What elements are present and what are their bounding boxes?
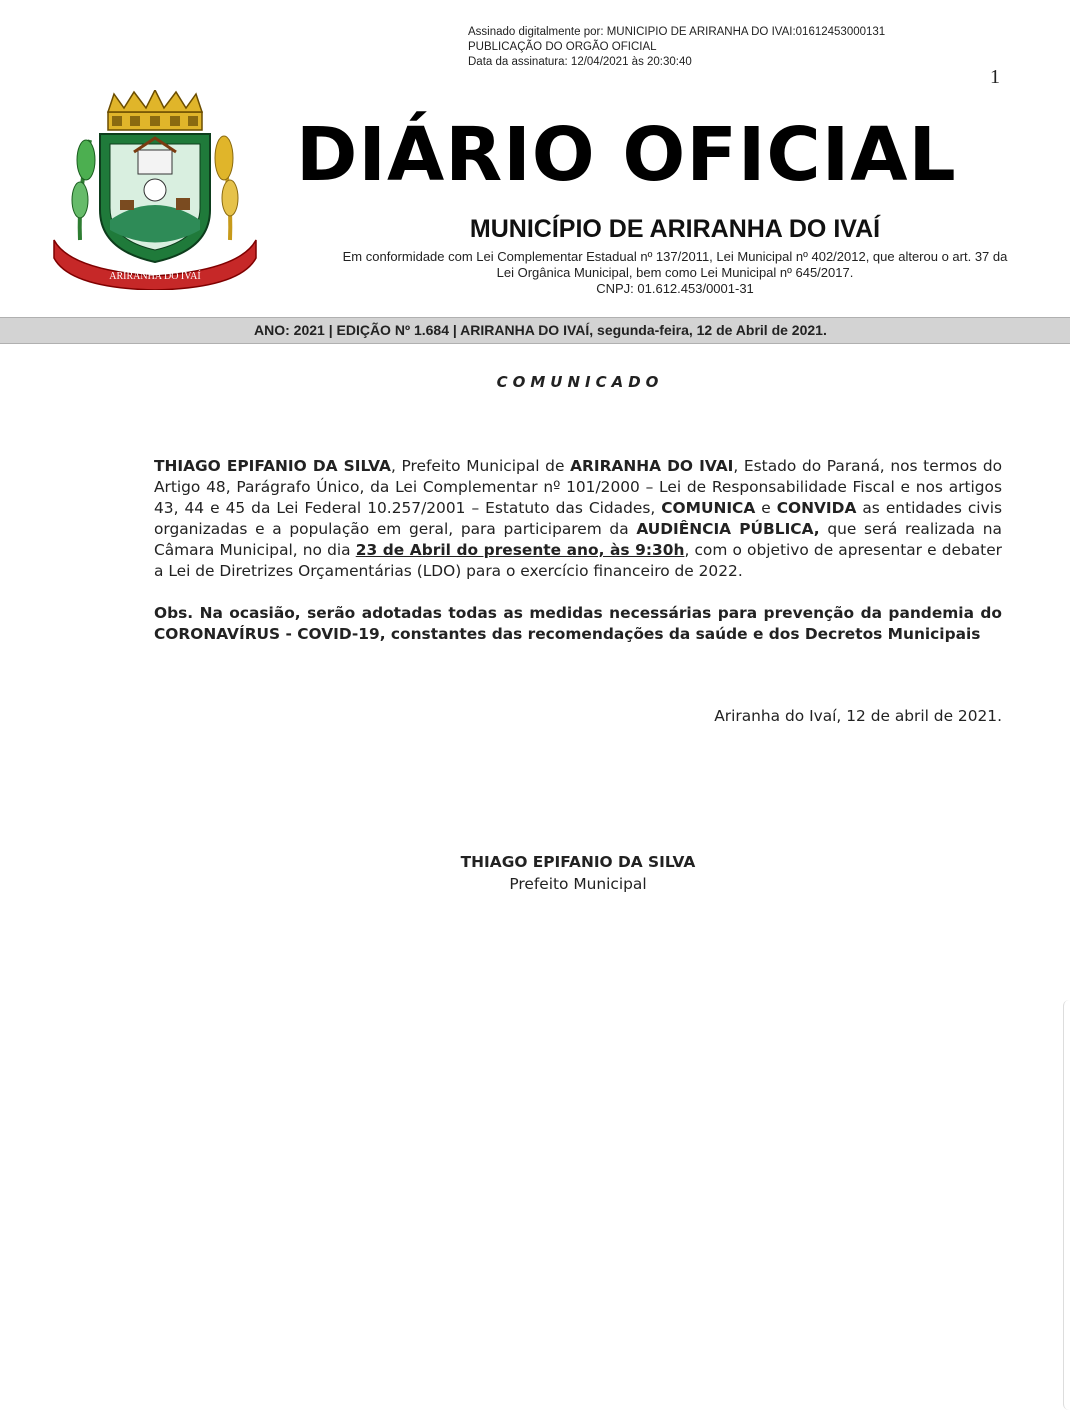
notice-body: THIAGO EPIFANIO DA SILVA, Prefeito Municipal de ARIRANHA DO IVAI, Estado do Paraná, nos termos do Artigo 48, Parágrafo Único, da Lei Complementar nº 101/2000 – Lei de Responsabilidade Fiscal e nos artigos 43, 44 e 45 da Lei Federal 10.257/2001 – Estatuto das Cidades, COMUNICA e CONVIDA as entidades civis organizadas e a população em geral, para participarem da AUDIÊNCIA PÚBLICA, que será realizada na Câmara Municipal, no dia 23 de Abril do presente ano, às 9:30h, com o objetivo de apresentar e debater a Lei de Diretrizes Orçamentárias (LDO) para o exercício financeiro de 2022. [154,457,1003,580]
signature-date: Data da assinatura: 12/04/2021 às 20:30:40 [468,56,692,68]
signer-role: Prefeito Municipal [509,875,647,893]
wheat-icon [215,136,238,240]
edition-info: ANO: 2021 | EDIÇÃO Nº 1.684 | ARIRANHA DO IVAÍ, segunda-feira, 12 de Abril de 2021. [254,322,827,338]
digital-signature-block [468,25,885,70]
municipality-name: MUNICÍPIO DE ARIRANHA DO IVAÍ [469,215,881,243]
place-and-date: Ariranha do Ivaí, 12 de abril de 2021. [714,707,1002,725]
corn-stalk-icon [72,140,95,240]
signature-signer: Assinado digitalmente por: MUNICIPIO DE ARIRANHA DO IVAI:01612453000131 [468,26,886,38]
signer-name: THIAGO EPIFANIO DA SILVA [460,853,696,871]
mayor-name: THIAGO EPIFANIO DA SILVA [154,457,391,475]
signature-publication: PUBLICAÇÃO DO ORGÃO OFICIAL [468,41,657,53]
notice-heading: COMUNICADO [496,373,664,391]
town-name: ARIRANHA DO IVAI [570,457,734,475]
edition-bar [0,317,1070,344]
crown-icon [108,90,202,130]
page-number: 1 [990,66,1000,88]
audiencia-publica: AUDIÊNCIA PÚBLICA, [636,520,820,538]
page-title: DIÁRIO OFICIAL [296,112,957,198]
crest-ribbon-text: ARIRANHA DO IVAÍ [109,271,201,282]
convida-word: CONVIDA [776,499,857,517]
comunica-word: COMUNICA [661,499,756,517]
page-edge-shadow [1063,1000,1070,1410]
hearing-date-time: 23 de Abril do presente ano, às 9:30h [355,541,685,559]
observation-note: Obs. Na ocasião, serão adotadas todas as medidas necessárias para prevenção da pandemia do CORONAVÍRUS - COVID-19, constantes das recomendações da saúde e dos Decretos Municipais [154,604,1002,643]
municipal-crest-icon [50,90,260,290]
legal-reference-line2: Lei Orgânica Municipal, bem como Lei Municipal nº 645/2017. [496,265,854,280]
legal-reference [300,249,1050,297]
cnpj: CNPJ: 01.612.453/0001-31 [596,281,754,296]
legal-reference-line1: Em conformidade com Lei Complementar Estadual nº 137/2011, Lei Municipal nº 402/2012, que alterou o art. 37 da [342,249,1008,264]
